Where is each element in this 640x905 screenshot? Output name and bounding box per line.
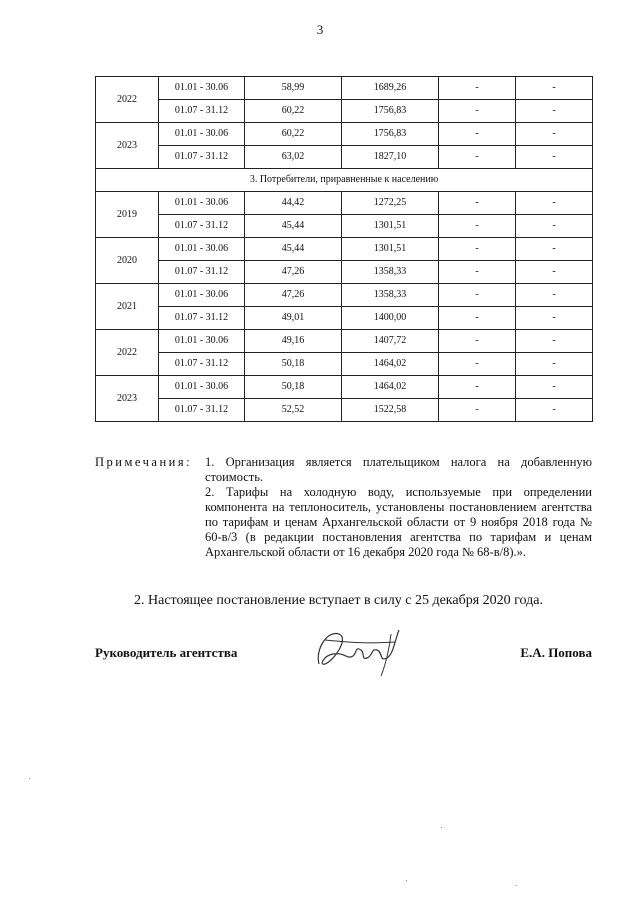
table-row — [96, 238, 593, 261]
table-row — [96, 261, 593, 284]
period-cell: 01.07 - 31.12 — [159, 353, 245, 376]
handwritten-signature — [305, 620, 405, 680]
table-row — [96, 215, 593, 238]
table-row — [96, 192, 593, 215]
value-cell: - — [516, 353, 593, 376]
value-cell: - — [439, 100, 516, 123]
value-cell: 63,02 — [245, 146, 342, 169]
page-number: 3 — [316, 22, 324, 37]
table-row — [96, 77, 593, 100]
value-cell: 49,01 — [245, 307, 342, 330]
period-cell: 01.01 - 30.06 — [159, 330, 245, 353]
value-cell: - — [516, 215, 593, 238]
value-cell: 1464,02 — [342, 353, 439, 376]
value-cell: 1407,72 — [342, 330, 439, 353]
value-cell: 58,99 — [245, 77, 342, 100]
note-item: 2. Тарифы на холодную воду, используемые при определении компонента на теплоноситель, установлены постановлением агентства по тарифам и ценам Архангельской области от 9 ноября 2018 года № 60-в/3 (в редакции постановления агентства по тарифам и ценам Архангельской области от 16 декабря 2020 года № 68-в/8).». — [205, 485, 592, 559]
tariff-table — [95, 76, 593, 422]
value-cell: - — [516, 123, 593, 146]
value-cell: 1827,10 — [342, 146, 439, 169]
value-cell: - — [439, 376, 516, 399]
period-cell: 01.07 - 31.12 — [159, 307, 245, 330]
value-cell: - — [439, 330, 516, 353]
value-cell: - — [516, 100, 593, 123]
value-cell: 1301,51 — [342, 215, 439, 238]
value-cell: - — [439, 146, 516, 169]
section-row — [96, 169, 593, 192]
value-cell: 45,44 — [245, 215, 342, 238]
year-cell: 2019 — [96, 192, 159, 238]
value-cell: 1522,58 — [342, 399, 439, 422]
scan-speck — [441, 827, 442, 828]
value-cell: - — [516, 307, 593, 330]
clause-effective-date: 2. Настоящее постановление вступает в силу с 25 декабря 2020 года. — [134, 593, 543, 608]
value-cell: 1272,25 — [342, 192, 439, 215]
year-cell: 2022 — [96, 77, 159, 123]
value-cell: - — [439, 353, 516, 376]
value-cell: 44,42 — [245, 192, 342, 215]
value-cell: - — [516, 399, 593, 422]
note-item: 1. Организация является плательщиком налога на добавленную стоимость. — [205, 455, 592, 484]
value-cell: - — [516, 261, 593, 284]
value-cell: 1358,33 — [342, 284, 439, 307]
value-cell: 1358,33 — [342, 261, 439, 284]
value-cell: - — [439, 192, 516, 215]
scan-speck — [406, 880, 407, 881]
table-row — [96, 399, 593, 422]
period-cell: 01.01 - 30.06 — [159, 77, 245, 100]
value-cell: - — [439, 307, 516, 330]
value-cell: 60,22 — [245, 100, 342, 123]
table-row — [96, 146, 593, 169]
signatory-title: Руководитель агентства — [95, 645, 238, 660]
year-cell: 2023 — [96, 376, 159, 422]
value-cell: - — [439, 77, 516, 100]
year-cell: 2022 — [96, 330, 159, 376]
period-cell: 01.07 - 31.12 — [159, 100, 245, 123]
value-cell: 1464,02 — [342, 376, 439, 399]
year-cell: 2021 — [96, 284, 159, 330]
value-cell: - — [439, 123, 516, 146]
value-cell: 1756,83 — [342, 100, 439, 123]
value-cell: 1400,00 — [342, 307, 439, 330]
value-cell: - — [439, 261, 516, 284]
value-cell: 1301,51 — [342, 238, 439, 261]
value-cell: - — [516, 330, 593, 353]
table-row — [96, 330, 593, 353]
value-cell: - — [516, 284, 593, 307]
value-cell: - — [516, 376, 593, 399]
table-row — [96, 284, 593, 307]
value-cell: - — [516, 192, 593, 215]
scan-speck — [516, 885, 517, 886]
period-cell: 01.01 - 30.06 — [159, 192, 245, 215]
scan-speck — [29, 778, 30, 779]
period-cell: 01.07 - 31.12 — [159, 215, 245, 238]
value-cell: - — [439, 399, 516, 422]
value-cell: - — [516, 146, 593, 169]
value-cell: 52,52 — [245, 399, 342, 422]
value-cell: - — [439, 238, 516, 261]
table-row — [96, 353, 593, 376]
value-cell: - — [439, 215, 516, 238]
value-cell: 1756,83 — [342, 123, 439, 146]
value-cell: 50,18 — [245, 376, 342, 399]
value-cell: 60,22 — [245, 123, 342, 146]
value-cell: - — [516, 77, 593, 100]
notes-label: Примечания: — [95, 455, 193, 469]
value-cell: 1689,26 — [342, 77, 439, 100]
table-row — [96, 376, 593, 399]
year-cell: 2023 — [96, 123, 159, 169]
period-cell: 01.01 - 30.06 — [159, 238, 245, 261]
value-cell: 45,44 — [245, 238, 342, 261]
table-row — [96, 123, 593, 146]
value-cell: 47,26 — [245, 261, 342, 284]
period-cell: 01.07 - 31.12 — [159, 399, 245, 422]
signatory-name: Е.А. Попова — [520, 645, 592, 660]
value-cell: - — [439, 284, 516, 307]
period-cell: 01.01 - 30.06 — [159, 123, 245, 146]
period-cell: 01.01 - 30.06 — [159, 376, 245, 399]
period-cell: 01.07 - 31.12 — [159, 146, 245, 169]
value-cell: - — [516, 238, 593, 261]
value-cell: 47,26 — [245, 284, 342, 307]
value-cell: 50,18 — [245, 353, 342, 376]
table-row — [96, 100, 593, 123]
value-cell: 49,16 — [245, 330, 342, 353]
section-title: 3. Потребители, приравненные к населению — [96, 169, 593, 192]
period-cell: 01.01 - 30.06 — [159, 284, 245, 307]
period-cell: 01.07 - 31.12 — [159, 261, 245, 284]
table-row — [96, 307, 593, 330]
year-cell: 2020 — [96, 238, 159, 284]
